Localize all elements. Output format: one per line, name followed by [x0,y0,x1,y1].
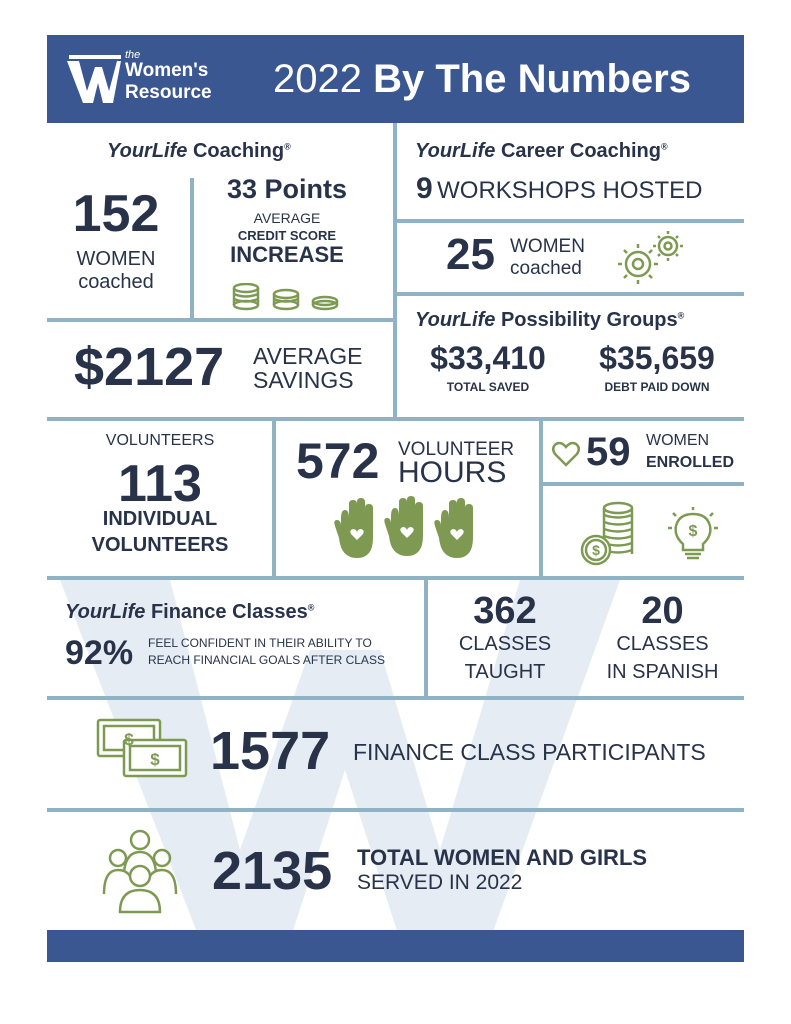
coaching-title-text: Coaching [192,140,285,162]
total-number: 2135 [212,841,333,901]
volunteers-number: 113 [118,455,202,513]
possibility-mark: ® [677,310,685,321]
spanish-number: 20 [641,590,684,632]
header-banner [47,35,744,123]
possibility-brand: YourLife [415,309,496,331]
svg-text:$: $ [592,542,600,558]
footer-bar [47,930,744,962]
svg-text:$: $ [688,523,698,540]
coaching-women-label2: coached [78,271,154,293]
divider [47,696,744,700]
savings-label1: AVERAGE [253,343,363,369]
logo-line2: Resource [125,82,212,103]
finance-brand: YourLife [65,601,146,623]
divider [539,421,543,576]
divider [543,482,744,486]
coaching-title [107,140,291,163]
finance-title-text: Finance Classes [150,601,308,623]
career-title [415,140,668,163]
career-women-number: 25 [446,230,495,279]
group-people-icon [100,828,180,914]
taught-label1: CLASSES [458,633,552,655]
participants-number: 1577 [210,721,331,781]
savings-label2: SAVINGS [253,367,354,393]
taught-number: 362 [473,590,537,632]
career-women-label2: coached [510,258,582,279]
coaching-mark: ® [284,141,291,152]
lightbulb-icon [664,506,722,564]
divider [47,576,744,580]
participants-label: FINANCE CLASS PARTICIPANTS [353,739,706,765]
coaching-points-label2: CREDIT SCORE [237,228,337,243]
divider [393,123,397,418]
page-title [273,57,691,102]
finance-percent: 92% [65,634,134,672]
enrolled-number: 59 [586,430,631,474]
possibility-debt-label: DEBT PAID DOWN [604,380,710,394]
total-label2: SERVED IN 2022 [357,871,523,894]
title-year: 2022 [273,57,362,101]
svg-text:$: $ [124,730,134,749]
career-women-label1: WOMEN [510,236,585,257]
volunteers-label1: INDIVIDUAL [102,508,218,530]
coaching-women-number: 152 [72,185,160,243]
coaching-points-label3: INCREASE [230,242,344,267]
career-mark: ® [661,141,668,152]
finance-desc2: REACH FINANCIAL GOALS AFTER CLASS [148,653,385,667]
divider [190,178,194,318]
gears-icon [614,228,690,288]
possibility-saved-label: TOTAL SAVED [446,380,530,394]
coaching-points: 33 Points [226,174,348,204]
divider [47,318,393,322]
volunteers-top-label: VOLUNTEERS [105,432,215,449]
possibility-title-text: Possibility Groups [500,309,678,331]
hours-number: 572 [296,433,380,489]
coaching-points-label1: AVERAGE [253,210,321,226]
enrolled-label2: ENROLLED [646,454,734,471]
career-workshops [416,172,703,206]
svg-text:$: $ [150,750,160,769]
enrolled-label1: WOMEN [646,432,710,449]
career-title-text: Career Coaching [500,140,661,162]
title-text: By The Numbers [373,57,691,101]
heart-icon [551,440,581,468]
finance-mark: ® [307,602,315,613]
hours-label1: VOLUNTEER [398,439,515,460]
spanish-label1: CLASSES [616,633,709,655]
volunteers-label2: VOLUNTEERS [91,534,229,556]
coins-dollar-icon [578,500,638,568]
possibility-debt-amount: $35,659 [599,340,715,376]
divider [272,421,276,576]
divider [47,417,744,421]
career-workshops-number: 9 [416,172,433,205]
career-workshops-label: WORKSHOPS HOSTED [437,177,703,204]
heart-hands-icon [333,496,477,560]
taught-label2: TAUGHT [464,661,546,683]
hours-label2: HOURS [398,456,507,489]
divider [397,219,744,223]
finance-title [65,601,314,624]
coaching-women-label1: WOMEN [76,248,156,270]
total-label1: TOTAL WOMEN AND GIRLS [357,845,648,870]
coaching-brand: YourLife [107,140,188,162]
coin-stacks-icon [230,283,345,311]
logo-small-text: the [125,49,141,61]
career-brand: YourLife [415,140,496,162]
finance-desc1: FEEL CONFIDENT IN THEIR ABILITY TO [148,636,372,650]
savings-amount: $2127 [74,337,225,397]
divider [397,292,744,296]
possibility-saved-amount: $33,410 [430,340,546,376]
logo-w-icon [67,53,121,105]
logo-line1: Women's [125,60,209,81]
spanish-label2: IN SPANISH [606,661,719,683]
divider [424,580,428,698]
cash-bills-icon [96,718,190,780]
possibility-title [415,309,684,332]
divider [47,808,744,812]
